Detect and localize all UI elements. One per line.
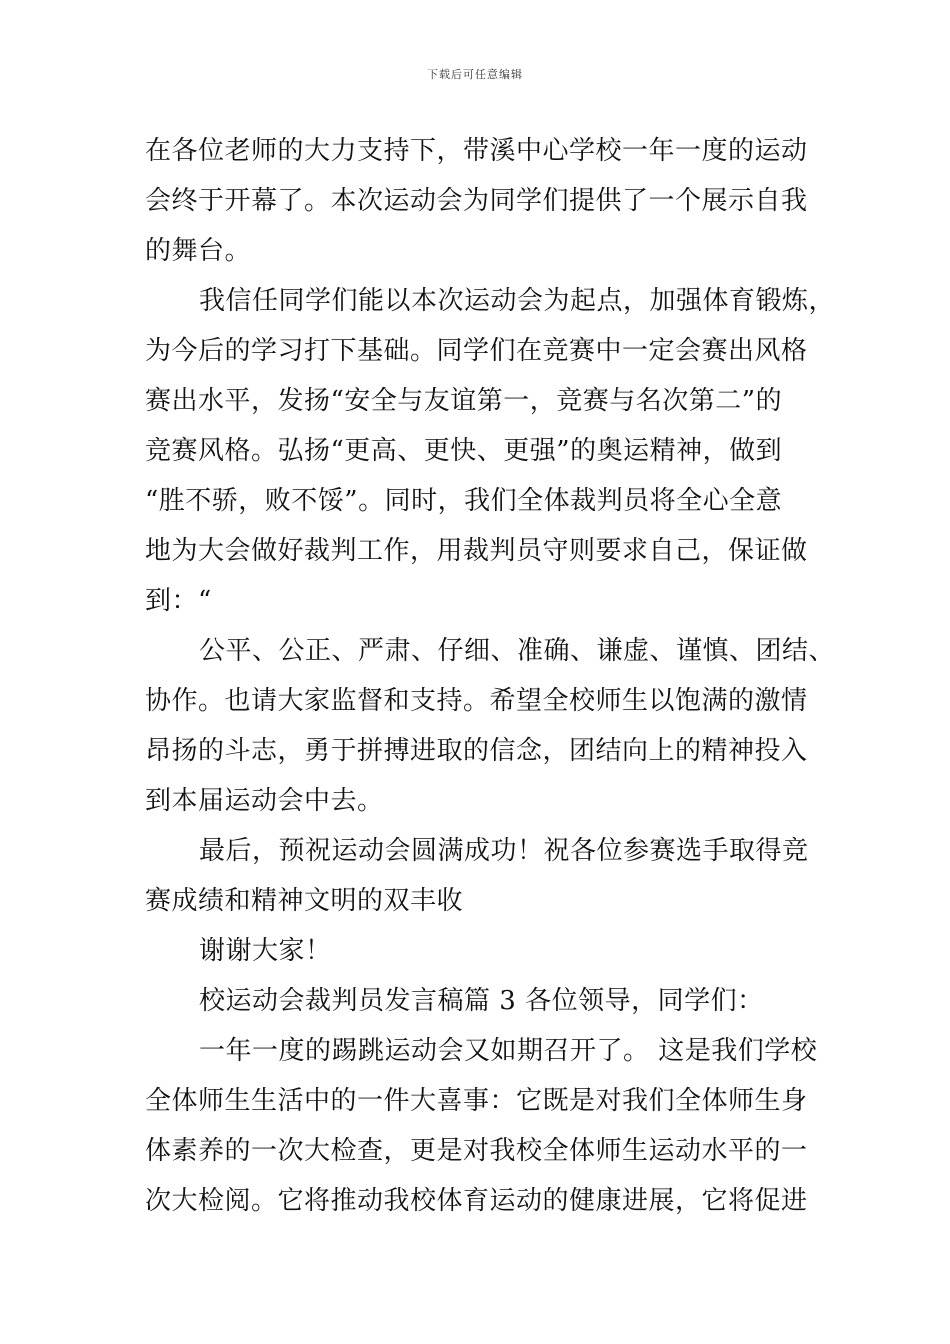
text-line: 地为大会做好裁判工作，用裁判员守则要求自己，保证做: [145, 536, 808, 566]
paragraph-6: [145, 976, 817, 1026]
text-line: 竞赛风格。弘扬“更高、更快、更强”的奥运精神，做到: [145, 436, 783, 466]
paragraph-3: [145, 626, 836, 826]
text-line: 体素养的一次大检查，更是对我校全体师生运动水平的一: [145, 1136, 808, 1166]
text-line: 一年一度的踢跳运动会又如期召开了。 这是我们学校: [199, 1036, 818, 1066]
text-line: 全体师生生活中的一件大喜事：它既是对我们全体师生身: [145, 1086, 808, 1116]
text-line: 次大检阅。它将推动我校体育运动的健康进展，它将促进: [145, 1186, 808, 1216]
paragraph-4: [145, 826, 817, 926]
text-line: 到：“: [145, 586, 212, 616]
header-note: 下载后可任意编辑: [427, 68, 523, 81]
paragraph-7: [145, 1026, 817, 1226]
paragraph-1: [145, 126, 817, 276]
text-line: 我信任同学们能以本次运动会为起点，加强体育锻炼，: [199, 286, 836, 316]
text-line: 最后，预祝运动会圆满成功！祝各位参赛选手取得竞: [199, 836, 809, 866]
text-line: 协作。也请大家监督和支持。希望全校师生以饱满的激情: [145, 686, 808, 716]
text-line: “胜不骄，败不馁”。同时，我们全体裁判员将全心全意: [145, 486, 783, 516]
text-line: 昂扬的斗志，勇于拼搏进取的信念，团结向上的精神投入: [145, 736, 808, 766]
document-body: [145, 126, 836, 1226]
text-line: 校运动会裁判员发言稿篇 3 各位领导，同学们：: [199, 986, 764, 1016]
text-line: 到本届运动会中去。: [145, 786, 384, 816]
text-line: 公平、公正、严肃、仔细、准确、谦虚、谨慎、团结、: [199, 636, 836, 666]
text-line: 在各位老师的大力支持下，带溪中心学校一年一度的运动: [145, 136, 808, 166]
paragraph-5: [145, 926, 817, 976]
text-line: 赛成绩和精神文明的双丰收: [145, 886, 464, 916]
text-line: 赛出水平，发扬“安全与友谊第一，竞赛与名次第二”的: [145, 386, 783, 416]
text-line: 的舞台。: [145, 236, 252, 266]
text-line: 谢谢大家！: [199, 936, 332, 966]
paragraph-2: [145, 276, 836, 626]
text-line: 为今后的学习打下基础。同学们在竞赛中一定会赛出风格: [145, 336, 808, 366]
text-line: 会终于开幕了。本次运动会为同学们提供了一个展示自我: [145, 186, 808, 216]
